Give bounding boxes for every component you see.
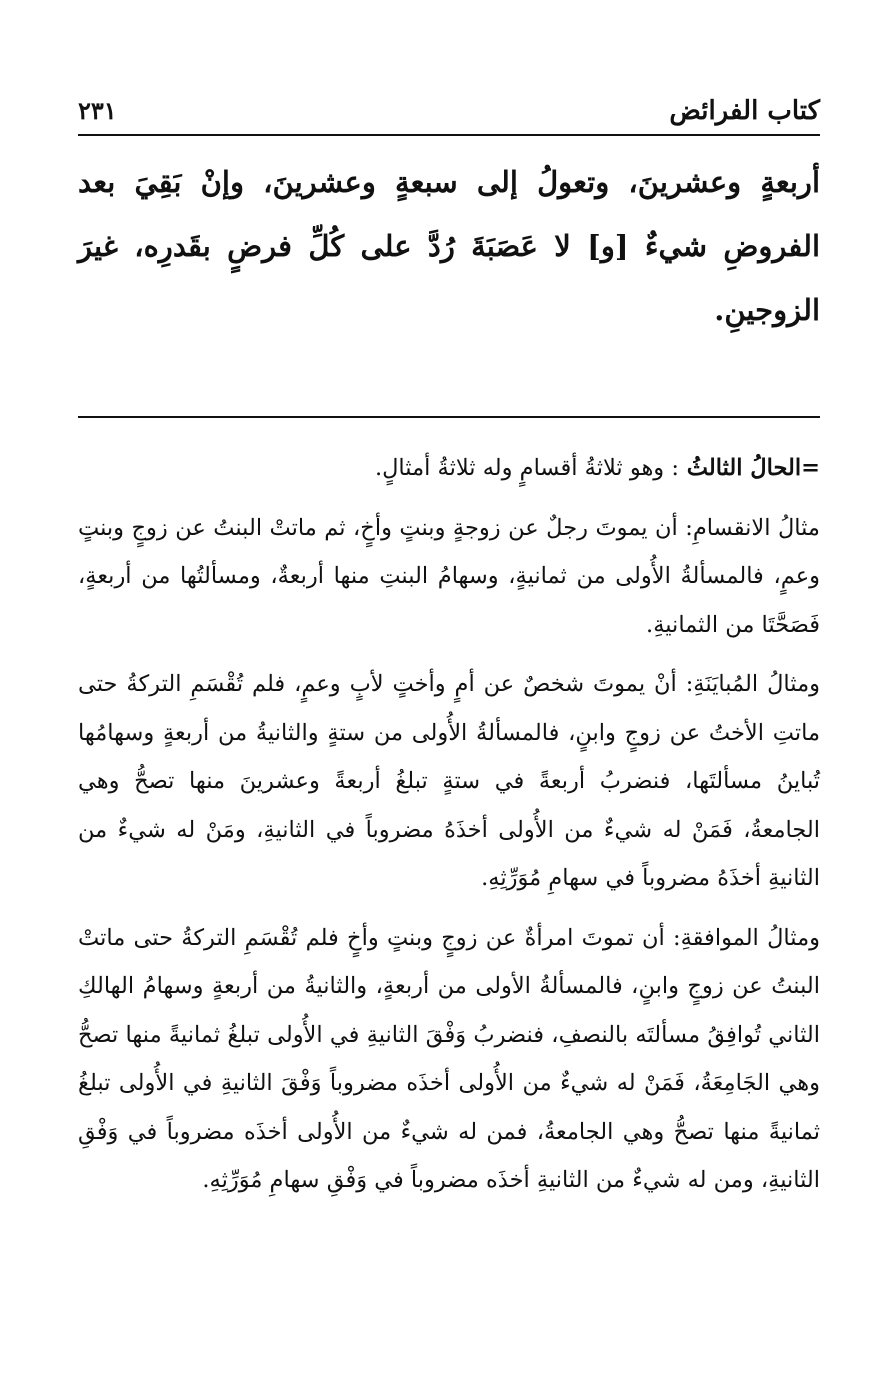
page-number: ٢٣١ <box>78 96 117 125</box>
footnote-paragraph-agreement: ومثالُ الموافقةِ: أن تموتَ امرأةٌ عن زوجٍ وبنتٍ وأخٍ فلم تُقْسَمِ التركةُ حتى ماتتْ البنتُ عن زوجٍ وابنٍ، فالمسألةُ الأولى من أربعةٍ، والثانيةُ من أربعةٍ وسهامُ الهالكِ الثاني تُوافِقُ مسألتَه بالنصفِ، فنضربُ وَفْقَ الثانيةِ في الأُولى تبلغُ ثمانيةً منها تصحُّ وهي الجَامِعَةُ، فَمَنْ له شيءٌ من الأُولى أخذَه مضروباً وَفْقَ الثانيةِ في الأُولى تبلغُ ثمانيةً منها تصحُّ وهي الجامعةُ، فمن له شيءٌ من الأُولى أخذَه مضروباً في وَفْقِ الثانيةِ، ومن له شيءٌ من الثانيةِ أخذَه مضروباً في وَفْقِ سهامِ مُوَرِّثِهِ. <box>78 924 820 1193</box>
running-title: كتاب الفرائض <box>669 96 820 126</box>
main-text-block <box>78 150 820 342</box>
footnote-intro-heading: =الحالُ الثالثُ <box>686 455 820 481</box>
header-divider <box>78 134 820 136</box>
footnote-intro <box>78 444 820 493</box>
footnote-divider <box>78 416 820 418</box>
page-header <box>78 92 820 132</box>
footnote-paragraph-disparity: ومثالُ المُبايَنَةِ: أنْ يموتَ شخصٌ عن أمٍ وأختٍ لأبٍ وعمٍ، فلم تُقْسَمِ التركةُ حتى ماتتِ الأختُ عن زوجٍ وابنٍ، فالمسألةُ الأُولى من ستةٍ والثانيةُ من أربعةٍ وسهامُها تُباينُ مسألتَها، فنضربُ أربعةً في ستةٍ تبلغُ أربعةً وعشرينَ منها تصحُّ وهي الجامعةُ، فَمَنْ له شيءٌ من الأُولى أخذَهُ مضروباً في الثانيةِ، ومَنْ له شيءٌ من الثانيةِ أخذَهُ مضروباً في سهامِ مُوَرِّثِهِ. <box>78 671 820 891</box>
footnote-intro-text: : وهو ثلاثةُ أقسامٍ وله ثلاثةُ أمثالٍ. <box>374 455 679 481</box>
footnote-paragraph-division: مثالُ الانقسامِ: أن يموتَ رجلٌ عن زوجةٍ وبنتٍ وأخٍ، ثم ماتتْ البنتُ عن زوجٍ وبنتٍ وعمٍ، فالمسألةُ الأُولى من ثمانيةٍ، وسهامُ البنتِ منها أربعةٌ، ومسألتُها من أربعةٍ، فَصَحَّتَا من الثمانيةِ. <box>78 514 820 638</box>
footnotes-block <box>78 444 820 1216</box>
main-paragraph: أربعةٍ وعشرينَ، وتعولُ إلى سبعةٍ وعشرينَ، وإنْ بَقِيَ بعد الفروضِ شيءٌ [و] لا عَصَبَةَ رُدَّ على كُلِّ فرضٍ بقَدرِه، غيرَ الزوجينِ. <box>78 165 820 327</box>
